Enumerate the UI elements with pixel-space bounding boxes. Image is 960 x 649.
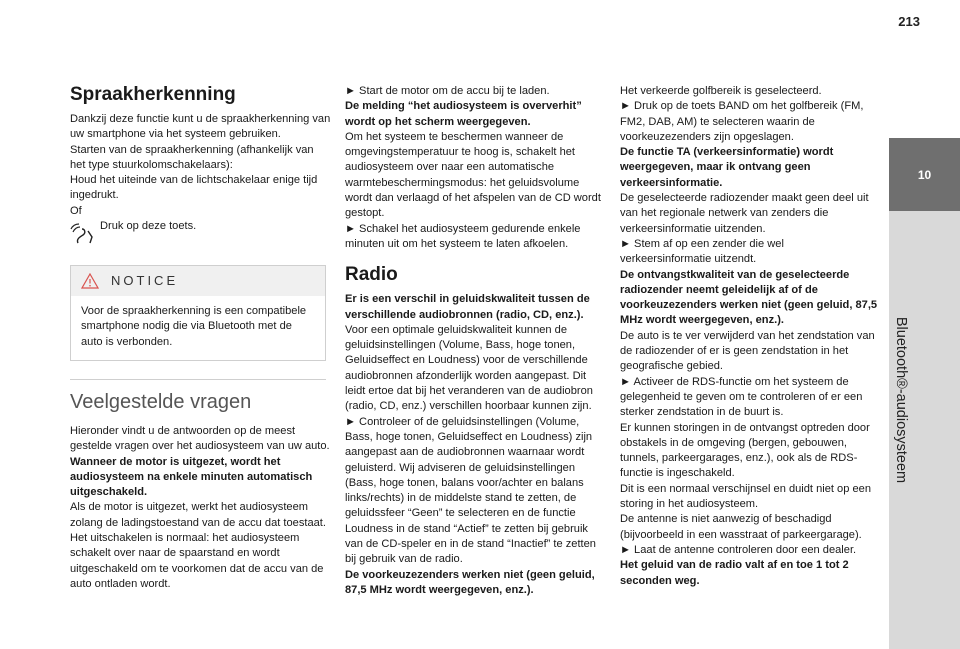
notice-box (70, 265, 326, 361)
question: De voorkeuzezenders werken niet (geen geluid, 87,5 MHz wordt weergegeven, enz.). (345, 568, 595, 596)
paragraph: Als de motor is uitgezet, werkt het audiosysteem zolang de ladingstoestand van de accu dat toestaat. (70, 501, 326, 529)
paragraph: Dankzij deze functie kunt u de spraakherkenning van uw smartphone via het systeem gebruiken. (70, 113, 331, 141)
press-instruction (70, 219, 332, 245)
page-number: 213 (898, 14, 920, 29)
instruction: ► Start de motor om de accu bij te laden. (345, 85, 550, 97)
chapter-number: 10 (889, 138, 960, 211)
paragraph: De geselecteerde radiozender maakt geen deel uit van het regionale netwerk van zenders die verkeersinformatie uitzenden. (620, 192, 869, 235)
instruction: ► Stem af op een zender die wel verkeersinformatie uitzendt. (620, 237, 784, 266)
question: Het geluid van de radio valt af en toe 1 tot 2 seconden weg. (620, 559, 849, 587)
question: De ontvangstkwaliteit van de geselecteerde radiozender neemt geleidelijk af of de voorkeuzezenders werken niet (geen geluid, 87,5 MHz wordt weergegeven, enz.). (620, 268, 878, 327)
question: De functie TA (verkeersinformatie) wordt weergegeven, maar ik ontvang geen verkeersinformatie. (620, 146, 834, 189)
instruction: ► Schakel het audiosysteem gedurende enkele minuten uit om het systeem te laten afkoelen. (345, 222, 581, 250)
paragraph: De antenne is niet aanwezig of beschadigd (bijvoorbeeld in een wasstraat of parkeergarage). (620, 513, 862, 541)
notice-header (71, 266, 325, 296)
paragraph: Starten van de spraakherkenning (afhankelijk van het type stuurkolomschakelaars): (70, 143, 314, 171)
heading-radio: Radio (345, 264, 398, 286)
paragraph: Houd het uiteinde van de lichtschakelaar enige tijd ingedrukt. (70, 174, 318, 202)
question: Wanneer de motor is uitgezet, wordt het audiosysteem na enkele minuten automatisch uitgeschakeld. (70, 455, 313, 499)
notice-text: Voor de spraakherkenning is een compatibele smartphone nodig die via Bluetooth met de auto is verbonden. (81, 305, 307, 348)
warning-triangle-icon (81, 273, 99, 289)
paragraph: Voor een optimale geluidskwaliteit kunnen de geluidsinstellingen (Volume, Bass, hoge tonen, Geluidseffect en Loudness) voor de verschillende audiobronnen afzonderlijk worden aangepast. Dit leidt ertoe dat bij het veranderen van de audiobron (radio, CD, enz.) verschillen hoorbaar kunnen zijn. (345, 323, 593, 413)
section-divider (70, 379, 326, 380)
paragraph: Er kunnen storingen in de ontvangst optreden door obstakels in de omgeving (bergen, gebouwen, tunnels, parkeergarages, enz.), ook als de RDS-functie is ingeschakeld. (620, 421, 870, 480)
column-1 (70, 84, 332, 592)
column-3 (620, 84, 878, 589)
paragraph: Het uitschakelen is normaal: het audiosysteem schakelt over naar de spaarstand en wordt uitgeschakeld om te voorkomen dat de accu van de auto ontladen wordt. (70, 532, 324, 590)
paragraph: Dit is een normaal verschijnsel en duidt niet op een storing in het audiosysteem. (620, 482, 871, 511)
voice-command-icon (70, 223, 96, 245)
instruction: ► Activeer de RDS-functie om het systeem de gelegenheid te geven om te controleren of er een sterker zendstation in de buurt is. (620, 375, 863, 419)
paragraph: Het verkeerde golfbereik is geselecteerd. (620, 85, 822, 97)
instruction: ► Controleer of de geluidsinstellingen (Volume, Bass, hoge tonen, Geluidseffect en Loudness) zijn aangepast aan de audiobronnen waarnaar wordt geluisterd. Wij adviseren de geluidsinstellingen (Bass, hoge tonen, balans voor/achter en balans links/rechts) in de middelste stand te zetten, de geluidssfeer “Geen” te selecteren en de functie Loudness in de stand “Actief” te zetten bij gebruik van de CD-speler en in de stand “Inactief” te zetten bij gebruik van de radio. (345, 415, 596, 566)
notice-body (71, 296, 325, 360)
press-text: Druk op deze toets. (100, 220, 197, 233)
paragraph: Om het systeem te beschermen wanneer de omgevingstemperatuur te hoog is, schakelt het audiosysteem over naar een automatische warmtebeschermingsmodus: het geluidsvolume wordt dan verlaagd of het afspelen van de CD wordt gestopt. (345, 130, 601, 220)
paragraph: Of (70, 204, 82, 217)
heading-veelgestelde-vragen: Veelgestelde vragen (70, 390, 252, 413)
column-2 (345, 84, 607, 598)
question: Er is een verschil in geluidskwaliteit tussen de verschillende audiobronnen (radio, CD, enz.). (345, 293, 590, 321)
chapter-title: Bluetooth®-audiosysteem (893, 316, 909, 484)
instruction: ► Laat de antenne controleren door een dealer. (620, 543, 857, 556)
notice-label: NOTICE (111, 273, 179, 289)
heading-spraakherkenning: Spraakherkenning (70, 84, 236, 105)
instruction: ► Druk op de toets BAND om het golfbereik (FM, FM2, DAB, AM) te selecteren waarin de voorkeuzezenders zijn opgeslagen. (620, 100, 864, 143)
question: De melding “het audiosysteem is oververhit” wordt op het scherm weergegeven. (345, 100, 582, 128)
paragraph: De auto is te ver verwijderd van het zendstation van de radiozender of er is geen zendstation in het geografische gebied. (620, 329, 875, 373)
paragraph: Hieronder vindt u de antwoorden op de meest gestelde vragen over het audiosysteem van uw auto. (70, 424, 330, 453)
